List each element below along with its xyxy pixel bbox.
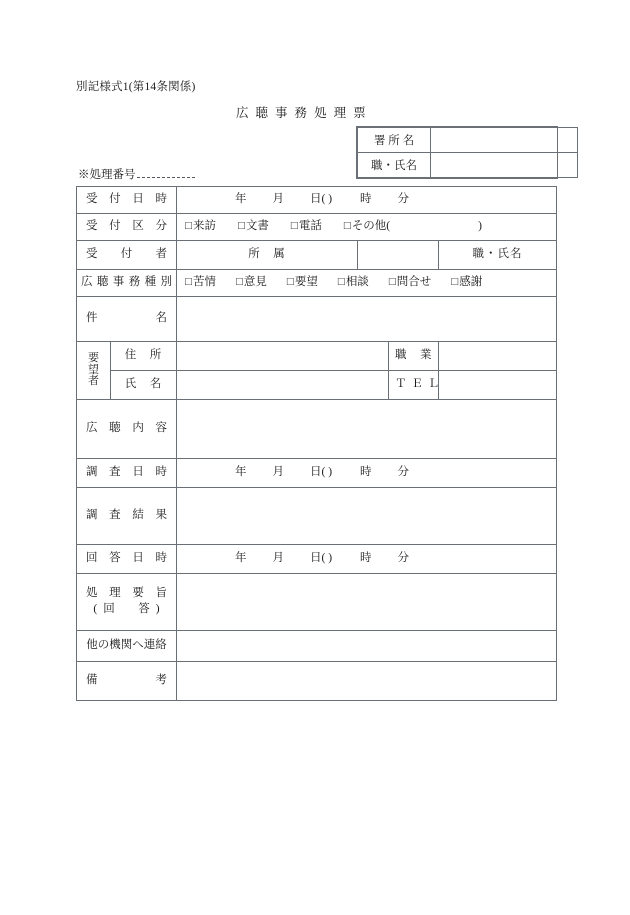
checkbox-icon: □ (185, 220, 192, 233)
checkbox-icon: □ (286, 276, 294, 289)
checkbox-icon: □ (343, 220, 351, 233)
reception-datetime-label: 受付日時 (77, 187, 177, 214)
survey-result-label: 調査結果 (77, 488, 177, 545)
requester-label-char: 要 (88, 351, 99, 364)
form-table (76, 186, 557, 701)
requester-name-field[interactable] (177, 371, 389, 400)
other-agency-field[interactable] (177, 631, 557, 662)
checkbox-option-request[interactable] (287, 275, 318, 291)
office-name-label: 署 所 名 (358, 128, 431, 153)
checkbox-icon: □ (237, 220, 245, 233)
title-char: 理 (333, 106, 347, 120)
requester-occupation-field[interactable] (439, 342, 557, 371)
title-char: 聴 (255, 106, 269, 120)
subject-field[interactable] (177, 297, 557, 342)
checkbox-icon: □ (290, 220, 298, 233)
business-kind-field (177, 270, 557, 297)
business-kind-checkbox-group (183, 276, 502, 288)
requester-name-label: 氏 名 (111, 371, 177, 400)
month-label: 月 (272, 193, 284, 206)
hour-label: 時 (360, 193, 372, 206)
business-kind-label: 広聴事務種別 (77, 270, 177, 297)
checkbox-option-document[interactable] (238, 219, 269, 235)
day-label: 日( ) (310, 193, 333, 206)
handling-summary-label-line1: 処理要旨 (86, 587, 167, 600)
table-row-survey-datetime (77, 459, 557, 488)
checkbox-label: 文書 (245, 220, 269, 233)
day-label: 日( ) (310, 466, 333, 479)
checkbox-option-complaint[interactable] (185, 275, 216, 291)
title-char: 務 (294, 106, 308, 120)
checkbox-label: 感謝 (459, 276, 483, 289)
content-field[interactable] (177, 400, 557, 459)
table-row-subject (77, 297, 557, 342)
requester-address-field[interactable] (177, 342, 389, 371)
checkbox-label: 問合せ (396, 276, 432, 289)
checkbox-icon: □ (451, 276, 459, 289)
minute-label: 分 (397, 193, 410, 206)
date-line (183, 552, 409, 564)
requester-address-label: 住 所 (111, 342, 177, 371)
survey-result-field[interactable] (177, 488, 557, 545)
reception-type-label: 受付区分 (77, 214, 177, 241)
title-char: 処 (314, 106, 327, 120)
requester-label-char: 望 (88, 363, 99, 376)
checkbox-icon: □ (235, 276, 243, 289)
survey-datetime-field[interactable] (177, 459, 557, 488)
content-label: 広聴内容 (77, 400, 177, 459)
office-person-field[interactable] (431, 153, 578, 178)
reception-datetime-field[interactable] (177, 187, 557, 214)
day-label: 日( ) (310, 552, 333, 565)
checkbox-option-other[interactable] (344, 219, 482, 235)
receiver-affiliation-field[interactable] (358, 241, 439, 270)
survey-datetime-label: 調査日時 (77, 459, 177, 488)
checkbox-option-consultation[interactable] (338, 275, 369, 291)
receiver-label: 受付者 (77, 241, 177, 270)
remarks-label: 備考 (77, 662, 177, 701)
table-row (358, 153, 578, 178)
answer-datetime-field[interactable] (177, 545, 557, 574)
month-label: 月 (272, 466, 284, 479)
date-line (183, 466, 409, 478)
table-row-survey-result (77, 488, 557, 545)
requester-label-char: 者 (88, 375, 99, 388)
requester-tel-field[interactable] (439, 371, 557, 400)
handling-summary-field[interactable] (177, 574, 557, 631)
checkbox-icon: □ (337, 276, 345, 289)
other-close-paren: ) (478, 220, 482, 233)
table-row-reception-type (77, 214, 557, 241)
office-name-field[interactable] (431, 128, 578, 153)
checkbox-label: 電話 (298, 220, 322, 233)
table-row-answer-datetime (77, 545, 557, 574)
receiver-name-label: 職・氏名 (439, 241, 557, 270)
checkbox-label-other: その他( (351, 220, 391, 233)
page-title (236, 103, 366, 121)
checkbox-option-opinion[interactable] (236, 275, 267, 291)
reception-type-field (177, 214, 557, 241)
checkbox-option-phone[interactable] (291, 219, 322, 235)
table-row-other-agency (77, 631, 557, 662)
other-agency-label: 他の機関へ連絡 (77, 631, 177, 662)
title-char: 事 (275, 106, 288, 120)
checkbox-option-inquiry[interactable] (389, 275, 431, 291)
checkbox-label: 要望 (294, 276, 318, 289)
checkbox-label: 意見 (243, 276, 267, 289)
year-label: 年 (235, 466, 247, 479)
answer-datetime-label: 回答日時 (77, 545, 177, 574)
subject-label: 件名 (77, 297, 177, 342)
checkbox-option-thanks[interactable] (451, 275, 482, 291)
handling-summary-label (77, 574, 177, 631)
checkbox-label: 苦情 (192, 276, 216, 289)
month-label: 月 (272, 552, 284, 565)
checkbox-option-visit[interactable] (185, 219, 216, 235)
receiver-affiliation-label: 所 属 (177, 241, 358, 270)
table-row-reception-datetime (77, 187, 557, 214)
checkbox-icon: □ (388, 276, 396, 289)
table-row-receiver (77, 241, 557, 270)
office-person-label: 職・氏名 (358, 153, 431, 178)
table-row-business-kind (77, 270, 557, 297)
title-char: 票 (353, 106, 366, 120)
reception-type-checkbox-group (183, 220, 482, 232)
year-label: 年 (235, 193, 247, 206)
title-char: 広 (236, 106, 249, 120)
hour-label: 時 (360, 552, 372, 565)
table-row-remarks (77, 662, 557, 701)
date-line (183, 193, 409, 205)
table-row-requester-address (77, 342, 557, 371)
hour-label: 時 (360, 466, 372, 479)
office-info-box (356, 126, 558, 179)
remarks-field[interactable] (177, 662, 557, 701)
requester-tel-label: Ｔ Ｅ Ｌ (389, 371, 439, 400)
handling-summary-label-line2: (回 答) (93, 603, 166, 615)
checkbox-icon: □ (185, 276, 192, 289)
checkbox-label: 来訪 (192, 220, 216, 233)
table-row-requester-name (77, 371, 557, 400)
checkbox-label: 相談 (345, 276, 369, 289)
processing-number-input[interactable] (137, 167, 195, 178)
minute-label: 分 (397, 552, 410, 565)
year-label: 年 (235, 552, 247, 565)
requester-occupation-label: 職 業 (389, 342, 439, 371)
form-code: 別記様式1(第14条関係) (76, 81, 196, 93)
minute-label: 分 (397, 466, 410, 479)
requester-label (77, 342, 111, 400)
table-row (358, 128, 578, 153)
processing-number (78, 166, 195, 182)
processing-number-label: ※処理番号 (78, 169, 136, 181)
table-row-handling-summary (77, 574, 557, 631)
table-row-content (77, 400, 557, 459)
